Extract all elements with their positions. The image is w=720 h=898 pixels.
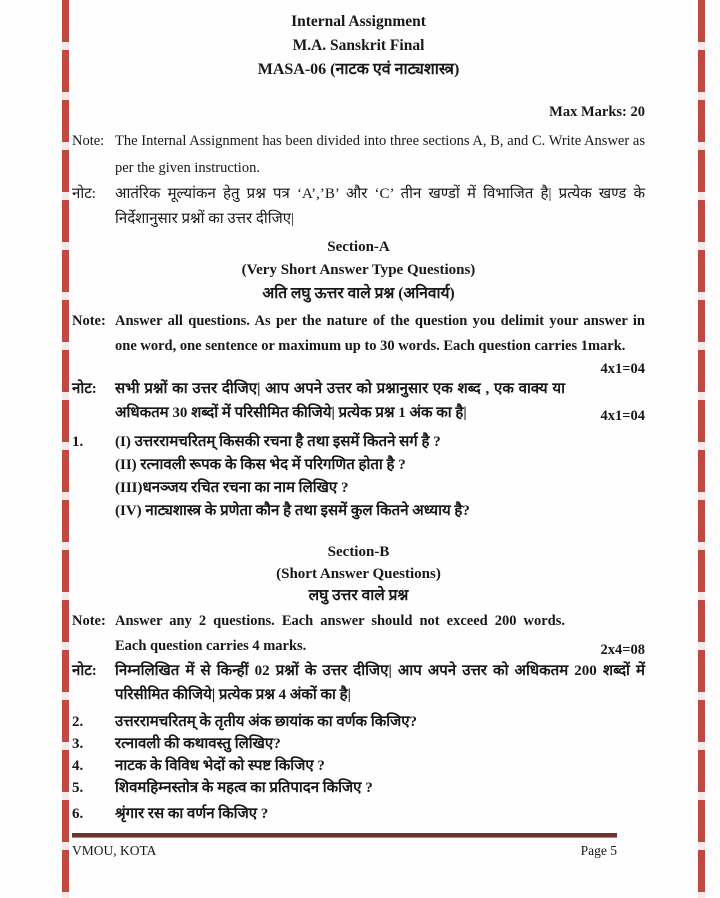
- section-a-heading: Section-A: [327, 239, 390, 255]
- question-4-number: 4.: [72, 758, 84, 774]
- question-2-text: उत्तररामचरितम् के तृतीय अंक छायांक का वर्णक किजिए?: [115, 714, 418, 730]
- question-4: [72, 755, 645, 777]
- section-a-note-label-en: Note:: [72, 313, 106, 329]
- question-1-part-3: (III)धनञ्जय रचित रचना का नाम लिखिए ?: [115, 480, 349, 496]
- title-line-2: M.A. Sanskrit Final: [292, 37, 425, 54]
- question-5-text: शिवमहिम्नस्तोत्र के महत्व का प्रतिपादन किजिए ?: [115, 780, 373, 796]
- section-a-marks-hi: 4x1=04: [600, 408, 645, 424]
- question-5: [72, 777, 645, 799]
- section-b-question-list: [72, 711, 645, 825]
- question-6: [72, 803, 645, 825]
- section-b-subheading-hi: लघु उत्तर वाले प्रश्न: [308, 587, 409, 604]
- section-b-note-text-en: Answer any 2 questions. Each answer should not exceed 200 words. Each question carries 4 marks.: [115, 613, 565, 654]
- right-margin-line: [698, 0, 705, 898]
- section-a-note-hindi: [72, 377, 645, 425]
- footer-institution: VMOU, KOTA: [72, 843, 157, 858]
- footer-page-number: Page 5: [580, 843, 617, 858]
- title-line-1: Internal Assignment: [291, 13, 426, 30]
- footer-rule: [72, 833, 617, 838]
- note-label-en: Note:: [72, 133, 105, 149]
- general-note-english: [72, 128, 645, 182]
- section-b-marks-en: 2x4=08: [600, 642, 645, 658]
- general-note-hindi: [72, 182, 645, 232]
- section-a-note-text-en: Answer all questions. As per the nature of the question you delimit your answer in one word, one sentence or maximum up to 30 words. Each question carries 1mark.: [115, 313, 645, 354]
- left-margin-line: [62, 0, 69, 898]
- question-1-number: 1.: [72, 434, 84, 450]
- section-a-subheading-en: (Very Short Answer Type Questions): [241, 262, 476, 278]
- section-b-note-label-en: Note:: [72, 613, 106, 629]
- section-b-note-text-hi: निम्नलिखित में से किन्हीं 02 प्रश्नों के उत्तर दीजिए| आप अपने उत्तर को अधिकतम 200 शब्दों में परिसीमित कीजिये| प्रत्येक प्रश्न 4 अंकों का है|: [115, 663, 645, 703]
- section-b-subheading-en: (Short Answer Questions): [276, 566, 441, 582]
- note-text-en: The Internal Assignment has been divided into three sections A, B, and C. Write Answer as per the given instruction.: [115, 133, 645, 176]
- question-1-parts: [115, 431, 645, 523]
- section-b-heading-block: [72, 541, 645, 607]
- question-6-text: श्रृंगार रस का वर्णन किजिए ?: [115, 806, 269, 822]
- section-a-marks-en: 4x1=04: [600, 361, 645, 377]
- question-3-text: रत्नावली की कथावस्तु लिखिए?: [115, 736, 281, 752]
- section-a-note-label-hi: नोट:: [72, 381, 97, 397]
- document-title-block: [72, 10, 645, 82]
- question-3-number: 3.: [72, 736, 84, 752]
- page-footer: [72, 833, 617, 859]
- section-b-heading: Section-B: [327, 544, 390, 560]
- note-text-hi: आतंरिक मूल्यांकन हेतु प्रश्न पत्र ‘A’,’B’ और ‘C’ तीन खण्डों में विभाजित है| प्रत्येक खण्ड के निर्देशानुसार प्रश्नों का उत्तर दीजिए|: [115, 186, 645, 227]
- section-a-note-english: [72, 309, 645, 359]
- question-1-part-4: (IV) नाट्यशास्त्र के प्रणेता कौन है तथा इसमें कुल कितने अध्याय है?: [115, 503, 470, 519]
- question-6-number: 6.: [72, 806, 84, 822]
- section-a-heading-block: [72, 236, 645, 305]
- section-a-note-text-hi: सभी प्रश्नों का उत्तर दीजिए| आप अपने उत्तर को प्रश्नानुसार एक शब्द , एक वाक्य या अधिकतम 30 शब्दों में परिसीमित कीजिये| प्रत्येक प्रश्न 1 अंक का है|: [115, 381, 565, 421]
- question-2: [72, 711, 645, 733]
- question-5-number: 5.: [72, 780, 84, 796]
- question-1-part-2: (II) रत्नावली रूपक के किस भेद में परिगणित होता है ?: [115, 457, 406, 473]
- section-b-note-english: [72, 609, 645, 659]
- question-1-part-1: (I) उत्तररामचरितम् किसकी रचना है तथा इसमें कितने सर्ग है ?: [115, 434, 441, 450]
- note-label-hi: नोट:: [72, 186, 96, 202]
- question-2-number: 2.: [72, 714, 84, 730]
- section-b-note-label-hi: नोट:: [72, 663, 97, 679]
- title-line-3: MASA-06 (नाटक एवं नाट्यशास्त्र): [257, 61, 460, 78]
- question-4-text: नाटक के विविध भेदों को स्पष्ट किजिए ?: [115, 758, 325, 774]
- question-3: [72, 733, 645, 755]
- question-1: [72, 431, 645, 523]
- section-a-subheading-hi: अति लघु ऊत्तर वाले प्रश्न (अनिवार्य): [262, 285, 455, 302]
- max-marks-label: Max Marks: 20: [549, 104, 645, 120]
- section-b-note-hindi: [72, 659, 645, 707]
